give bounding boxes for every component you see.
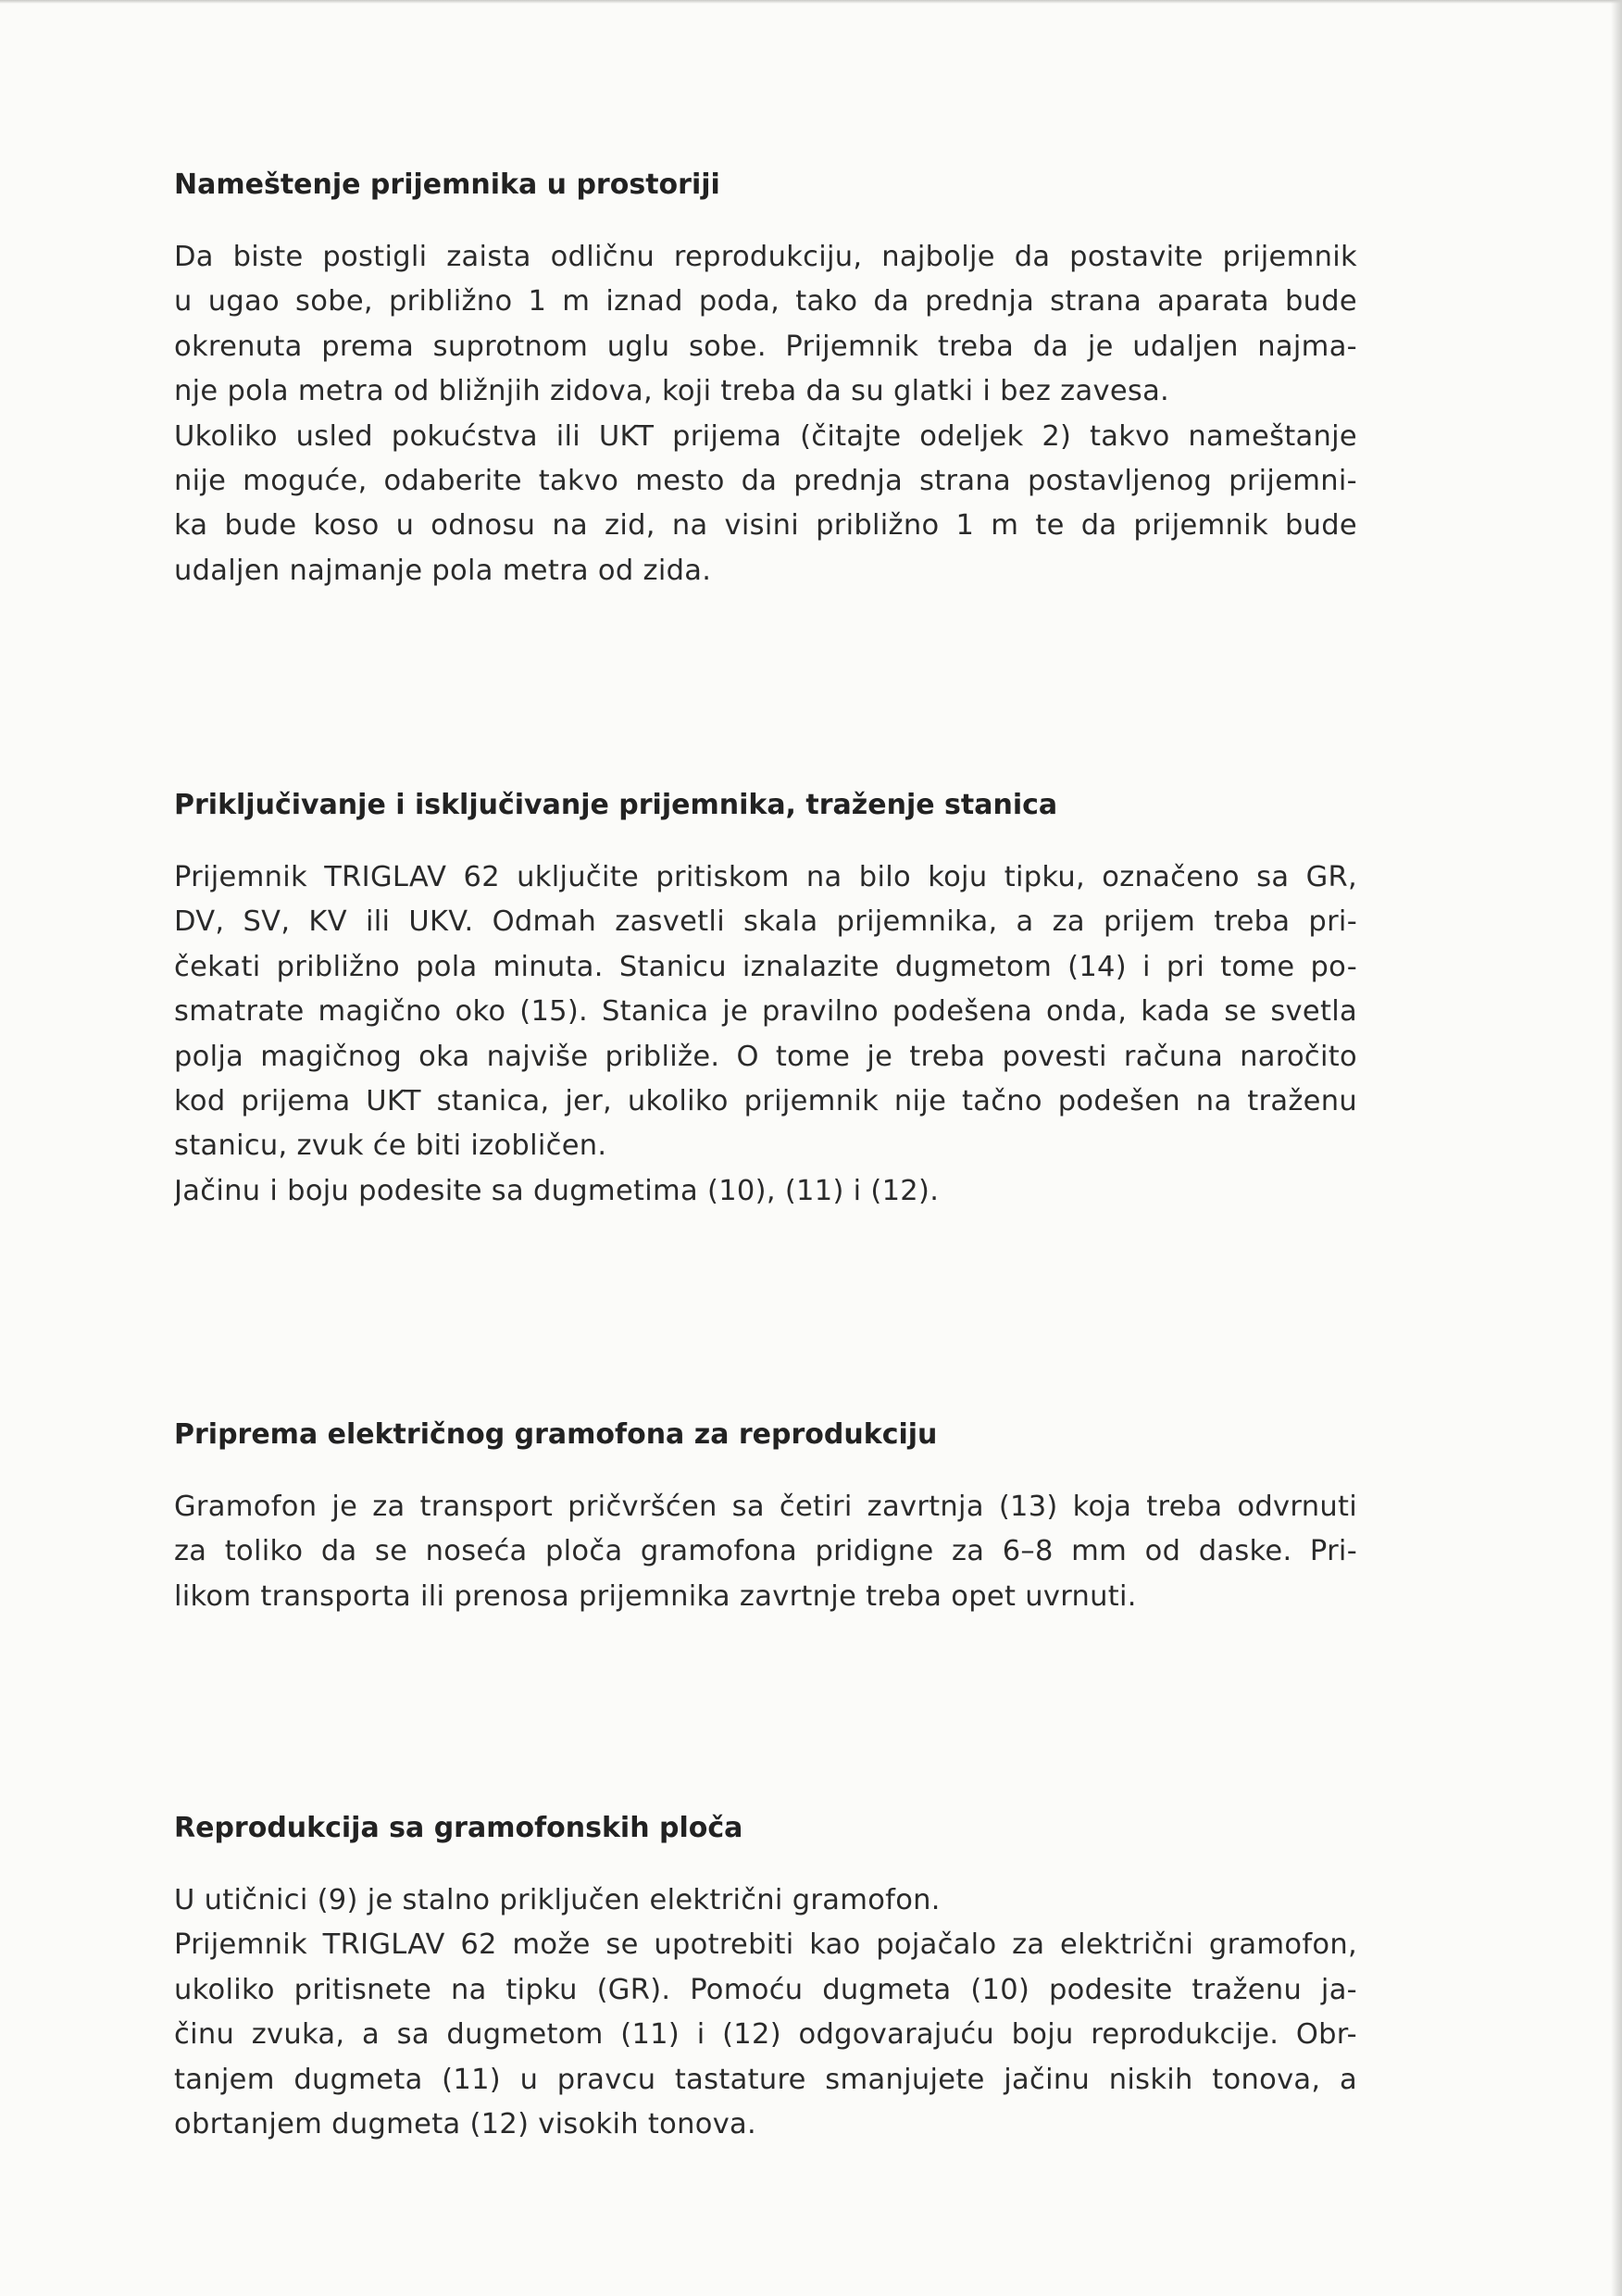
text-line: okrenuta prema suprotnom uglu sobe. Prijemnik treba da je udaljen najma-	[174, 330, 1357, 363]
text-line: ka bude koso u odnosu na zid, na visini približno 1 m te da prijemnik bude	[174, 509, 1357, 543]
text-line: polja magičnog oka najviše približe. O tome je treba povesti računa naročito	[174, 1040, 1357, 1073]
section-body	[174, 1485, 1357, 1619]
text-line: Jačinu i boju podesite sa dugmetima (10), (11) i (12).	[174, 1174, 940, 1207]
page-right-edge	[1611, 0, 1622, 2296]
text-line: Prijemnik TRIGLAV 62 može se upotrebiti kao pojačalo za električni gramofon,	[174, 1928, 1357, 1962]
section-placement	[174, 167, 1357, 593]
section-body	[174, 1878, 1357, 2147]
text-line: stanicu, zvuk će biti izobličen.	[174, 1129, 607, 1163]
text-line: smatrate magično oko (15). Stanica je pravilno podešena onda, kada se svetla	[174, 995, 1357, 1029]
text-line: Gramofon je za transport pričvršćen sa četiri zavrtnja (13) koja treba odvrnuti	[174, 1491, 1357, 1523]
section-body	[174, 855, 1357, 1214]
text-line: udaljen najmanje pola metra od zida.	[174, 554, 712, 587]
text-line: Prijemnik TRIGLAV 62 uključite pritiskom na bilo koju tipku, označeno sa GR,	[174, 861, 1357, 893]
text-line: kod prijema UKT stanica, jer, ukoliko prijemnik nije tačno podešen na traženu	[174, 1085, 1357, 1118]
text-line: u ugao sobe, približno 1 m iznad poda, tako da prednja strana aparata bude	[174, 285, 1357, 318]
text-line: ukoliko pritisnete na tipku (GR). Pomoću dugmeta (10) podesite traženu ja-	[174, 1973, 1357, 2006]
section-gramophone-prep	[174, 1416, 1357, 1619]
text-line: nje pola metra od bližnjih zidova, koji treba da su glatki i bez zavesa.	[174, 375, 1170, 408]
text-line: likom transporta ili prenosa prijemnika zavrtnje treba opet uvrnuti.	[174, 1579, 1137, 1613]
text-line: nije moguće, odaberite takvo mesto da prednja strana postavljenog prijemni-	[174, 465, 1357, 498]
text-line: Ukoliko usled pokućstva ili UKT prijema (čitajte odeljek 2) takvo nameštanje	[174, 419, 1357, 453]
section-heading: Priključivanje i isključivanje prijemnika, traženje stanica	[174, 789, 1058, 821]
section-record-playback	[174, 1810, 1357, 2147]
section-body	[174, 235, 1357, 593]
text-line: tanjem dugmeta (11) u pravcu tastature smanjujete jačinu niskih tonova, a	[174, 2063, 1357, 2096]
section-heading: Priprema električnog gramofona za reprodukciju	[174, 1418, 938, 1451]
section-switching-tuning	[174, 787, 1357, 1214]
text-line: za toliko da se noseća ploča gramofona pridigne za 6–8 mm od daske. Pri-	[174, 1535, 1357, 1568]
text-line: DV, SV, KV ili UKV. Odmah zasvetli skala prijemnika, a za prijem treba pri-	[174, 905, 1357, 939]
text-line: U utičnici (9) je stalno priključen električni gramofon.	[174, 1884, 941, 1916]
text-line: činu zvuka, a sa dugmetom (11) i (12) odgovarajuću boju reprodukcije. Obr-	[174, 2018, 1357, 2052]
text-line: obrtanjem dugmeta (12) visokih tonova.	[174, 2108, 757, 2141]
section-heading: Reprodukcija sa gramofonskih ploča	[174, 1812, 743, 1844]
text-line: Da biste postigli zaista odličnu reprodukciju, najbolje da postavite prijemnik	[174, 241, 1357, 273]
text-line: čekati približno pola minuta. Stanicu iznalazite dugmetom (14) i pri tome po-	[174, 950, 1357, 983]
section-heading: Nameštenje prijemnika u prostoriji	[174, 168, 720, 201]
page-top-edge	[0, 0, 1622, 4]
